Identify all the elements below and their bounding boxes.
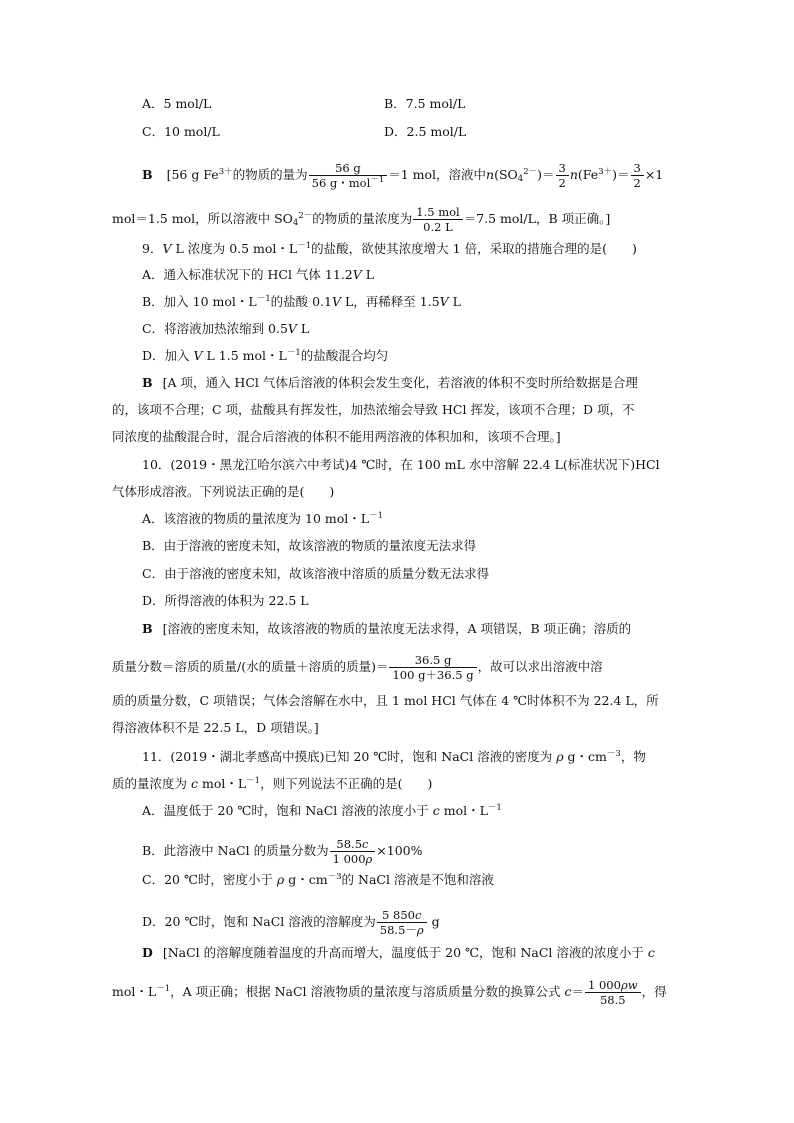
- answer-text: [NaCl 的溶解度随着温度的升高而增大，温度低于 20 ℃，饱和 NaCl 溶液的浓度小于: [162, 945, 648, 960]
- answer-text: [A 项，通入 HCl 气体后溶液的体积会发生变化，若溶液的体积不变时所给数据是合理: [162, 375, 638, 390]
- option-text: g: [427, 914, 440, 929]
- q8-answer-line-2: [112, 205, 610, 234]
- q9-answer-line-1: [142, 375, 638, 391]
- superscript: －1: [370, 175, 385, 185]
- fraction-denominator: [330, 852, 376, 866]
- q8-option-d: D．2.5 mol/L: [384, 124, 467, 139]
- question-text: mol・L: [198, 776, 247, 791]
- superscript: 2－: [523, 167, 538, 177]
- q9-stem: [142, 241, 637, 257]
- fraction-denominator: 58.5: [599, 993, 626, 1007]
- question-text: 11．(2019・湖北孝感高中摸底)已知 20 ℃时，饱和 NaCl 溶液的密度为: [142, 749, 557, 764]
- fraction-numerator: [585, 978, 641, 993]
- italic-symbol: V: [162, 241, 172, 256]
- answer-text: ，A 项正确；根据 NaCl 溶液物质的量浓度与溶质质量分数的换算公式: [170, 984, 565, 999]
- option-text: L: [448, 294, 461, 309]
- option-text: D．加入: [142, 348, 194, 363]
- q10-option-d: D．所得溶液的体积为 22.5 L: [142, 593, 309, 608]
- fraction-denominator: 2: [558, 176, 566, 190]
- fraction-numerator: 3: [631, 161, 644, 176]
- answer-text: 的物质的量浓度为: [312, 211, 413, 226]
- numerator-text: 58.5: [336, 837, 363, 851]
- superscript: 2－: [298, 211, 313, 221]
- question-text: g・cm: [563, 749, 607, 764]
- denominator-text: 1 000: [332, 852, 366, 866]
- fraction: [556, 161, 569, 190]
- q11-stem-line-1: [142, 749, 646, 765]
- answer-text: (Fe: [577, 167, 599, 182]
- italic-symbol: V: [439, 294, 449, 309]
- answer-text: (SO: [494, 167, 518, 182]
- option-text: L 1.5 mol・L: [202, 348, 287, 363]
- option-text: 的盐酸 0.1: [270, 294, 332, 309]
- answer-letter: B: [142, 375, 153, 390]
- fraction-numerator: [330, 837, 376, 852]
- option-text: mol・L: [439, 803, 488, 818]
- fraction: [585, 978, 641, 1007]
- q10-stem-line-2: 气体形成溶液。下列说法正确的是( ): [112, 484, 335, 499]
- answer-text: [溶液的密度未知，故该溶液的物质的量浓度无法求得，A 项错误，B 项正确；溶质的: [162, 621, 632, 636]
- answer-text: ×1: [644, 167, 664, 182]
- answer-text: mol＝1.5 mol，所以溶液中 SO: [112, 211, 293, 226]
- italic-symbol: c: [564, 984, 572, 999]
- italic-symbol: ρ: [276, 872, 285, 887]
- italic-symbol: c: [362, 837, 369, 851]
- superscript: －1: [246, 776, 261, 786]
- q11-answer-line-2: [112, 978, 667, 1007]
- q10-option-b: B．由于溶液的密度未知，故该溶液的物质的量浓度无法求得: [142, 538, 477, 553]
- option-text: A．温度低于 20 ℃时，饱和 NaCl 溶液的浓度小于: [142, 803, 433, 818]
- superscript: －3: [327, 872, 342, 882]
- q10-option-a: [142, 511, 383, 527]
- option-text: A．通入标准状况下的 HCl 气体 11.2: [142, 267, 353, 282]
- answer-text: [56 g Fe: [166, 167, 219, 182]
- fraction-numerator: 3: [556, 161, 569, 176]
- superscript: －3: [606, 749, 621, 759]
- option-text: C．20 ℃时，密度小于: [142, 872, 277, 887]
- italic-symbol: w: [627, 978, 638, 992]
- answer-text: )＝: [537, 167, 555, 182]
- answer-letter: B: [142, 621, 153, 636]
- italic-symbol: c: [432, 803, 440, 818]
- q10-stem-line-1: 10．(2019・黑龙江哈尔滨六中考试)4 ℃时，在 100 mL 水中溶解 22.4 L(标准状况下)HCl: [142, 457, 660, 472]
- answer-letter: D: [142, 945, 153, 960]
- fraction-denominator: 100 g＋36.5 g: [392, 668, 474, 682]
- answer-text: ＝1 mol，溶液中: [388, 167, 487, 182]
- option-text: C．将溶液加热浓缩到 0.5: [142, 321, 288, 336]
- fraction-numerator: [377, 908, 427, 923]
- question-text: 质的量浓度为: [112, 776, 191, 791]
- option-text: L，再稀释至 1.5: [341, 294, 440, 309]
- fraction-numerator: 36.5 g: [389, 653, 476, 668]
- italic-symbol: c: [190, 776, 198, 791]
- subscript: 4: [292, 218, 299, 228]
- italic-symbol: V: [332, 294, 342, 309]
- option-text: D．20 ℃时，饱和 NaCl 溶液的溶解度为: [142, 914, 376, 929]
- superscript: －1: [297, 241, 312, 251]
- answer-text: )＝: [612, 167, 630, 182]
- q11-option-b: [142, 837, 423, 866]
- q9-option-b: [142, 294, 461, 310]
- q9-option-c: [142, 321, 309, 337]
- fraction-denominator: [377, 923, 427, 937]
- numerator-text: 1 000: [588, 978, 621, 992]
- question-text: 的盐酸，欲使其浓度增大 1 倍，采取的措施合理的是( ): [311, 241, 637, 256]
- q8-option-a: A．5 mol/L: [142, 96, 212, 111]
- fraction: [309, 161, 388, 190]
- superscript: －1: [487, 803, 502, 813]
- option-text: 的盐酸混合均匀: [300, 348, 389, 363]
- answer-text: 质量分数＝溶质的质量/(水的质量＋溶质的质量)＝: [112, 659, 389, 674]
- fraction-denominator: [309, 176, 388, 190]
- numerator-text: 5 850: [382, 908, 415, 922]
- answer-text: mol・L: [112, 984, 157, 999]
- answer-text: 的物质的量为: [232, 167, 308, 182]
- q9-answer-line-2: 的，该项不合理；C 项，盐酸具有挥发性，加热浓缩会导致 HCl 挥发，该项不合理；D 项，不: [112, 402, 635, 417]
- option-text: B．此溶液中 NaCl 的质量分数为: [142, 843, 329, 858]
- option-text: B．加入 10 mol・L: [142, 294, 257, 309]
- italic-symbol: V: [352, 267, 362, 282]
- q10-answer-line-4: 得溶液体积不是 22.5 L，D 项错误。]: [112, 720, 319, 735]
- superscript: －1: [286, 348, 301, 358]
- q11-stem-line-2: [112, 776, 432, 792]
- q8-answer-line-1: [142, 161, 663, 190]
- q11-option-c: [142, 872, 494, 888]
- question-text: L 浓度为 0.5 mol・L: [171, 241, 298, 256]
- fraction-numerator: 1.5 mol: [413, 205, 462, 220]
- italic-symbol: ρ: [365, 852, 373, 866]
- superscript: －1: [256, 294, 271, 304]
- fraction: [330, 837, 376, 866]
- option-text: g・cm: [284, 872, 328, 887]
- italic-symbol: c: [647, 945, 655, 960]
- q10-answer-line-1: [142, 621, 631, 637]
- italic-symbol: V: [287, 321, 297, 336]
- q10-answer-line-2: [112, 653, 603, 682]
- question-number: 9．: [142, 241, 163, 256]
- option-text: L: [361, 267, 375, 282]
- fraction-numerator: 56 g: [309, 161, 388, 176]
- q9-option-d: [142, 348, 388, 364]
- option-text: 的 NaCl 溶液是不饱和溶液: [341, 872, 494, 887]
- q11-option-d: [142, 908, 440, 937]
- q10-option-c: C．由于溶液的密度未知，故该溶液中溶质的质量分数无法求得: [142, 566, 490, 581]
- q11-option-a: [142, 803, 502, 819]
- q9-option-a: [142, 267, 374, 283]
- superscript: －1: [156, 984, 171, 994]
- superscript: 3＋: [218, 167, 233, 177]
- question-text: ，物: [620, 749, 646, 764]
- superscript: －1: [369, 511, 383, 521]
- fraction: [377, 908, 427, 937]
- q8-option-b: B．7.5 mol/L: [384, 96, 466, 111]
- option-text: A．该溶液的物质的量浓度为 10 mol・L: [142, 511, 370, 526]
- italic-symbol: c: [414, 908, 422, 922]
- italic-symbol: ρ: [556, 749, 564, 764]
- answer-text: ＝7.5 mol/L，B 项正确。]: [463, 211, 611, 226]
- fraction-denominator: 0.2 L: [423, 220, 453, 234]
- answer-letter: B: [142, 167, 153, 182]
- answer-text: ，故可以求出溶液中溶: [477, 659, 603, 674]
- q8-option-c: C．10 mol/L: [142, 124, 220, 139]
- question-text: ，则下列说法不正确的是( ): [260, 776, 433, 791]
- q10-answer-line-3: 质的质量分数，C 项错误；气体会溶解在水中，且 1 mol HCl 气体在 4 ℃时体积不为 22.4 L，所: [112, 693, 659, 708]
- fraction: [631, 161, 644, 190]
- italic-symbol: n: [486, 167, 495, 182]
- q9-answer-line-3: 同浓度的盐酸混合时，混合后溶液的体积不能用两溶液的体积加和，该项不合理。]: [112, 429, 561, 444]
- q11-answer-line-1: [142, 945, 655, 961]
- fraction-denominator: 2: [633, 176, 641, 190]
- option-text: L: [296, 321, 310, 336]
- answer-text: ，得: [641, 984, 667, 999]
- italic-symbol: ρ: [416, 923, 424, 937]
- answer-text: ＝: [571, 984, 585, 999]
- fraction: [413, 205, 462, 234]
- option-text: ×100%: [376, 843, 423, 858]
- fraction: [389, 653, 476, 682]
- denominator-text: 58.5－: [379, 923, 417, 937]
- italic-symbol: n: [569, 167, 578, 182]
- italic-symbol: V: [193, 348, 203, 363]
- denominator-text: 56 g・mol: [311, 176, 371, 190]
- subscript: 4: [517, 174, 524, 184]
- italic-symbol: ρ: [620, 978, 628, 992]
- superscript: 3＋: [598, 167, 613, 177]
